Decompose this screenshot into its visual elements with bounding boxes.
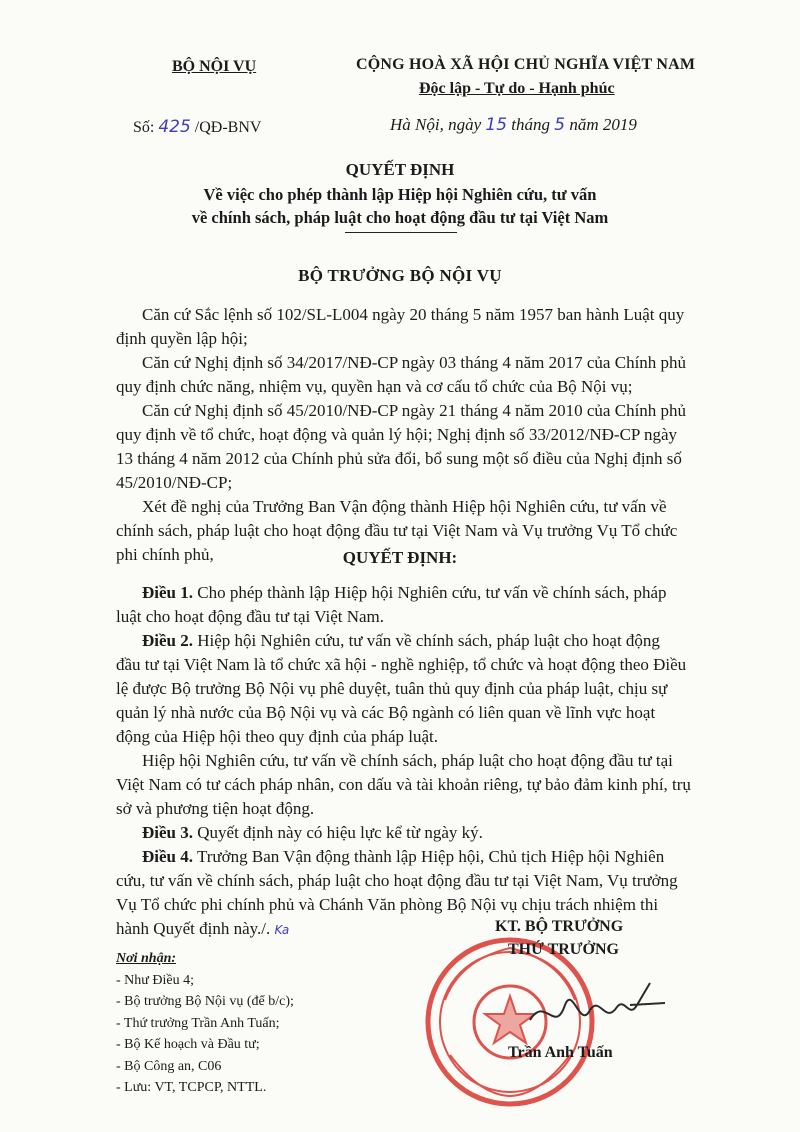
- preamble-line: Xét đề nghị của Trưởng Ban Vận động thành Hiệp hội Nghiên cứu, tư vấn về: [142, 497, 667, 516]
- title-subject-line-1: Về việc cho phép thành lập Hiệp hội Nghiên cứu, tư vấn: [203, 185, 597, 204]
- preamble-line: 45/2010/NĐ-CP;: [116, 473, 233, 492]
- title-divider: [345, 232, 457, 233]
- date-prefix: Hà Nội, ngày: [390, 115, 482, 134]
- number-suffix: /QĐ-BNV: [194, 119, 262, 136]
- national-title: CỘNG HOÀ XÃ HỘI CHỦ NGHĨA VIỆT NAM: [356, 56, 696, 73]
- title-subject-line-2: về chính sách, pháp luật cho hoạt động đầu tư tại Việt Nam: [191, 208, 609, 227]
- article-2-line: đầu tư tại Việt Nam là tổ chức xã hội - nghề nghiệp, tổ chức và hoạt động theo Điều: [116, 655, 687, 674]
- article-4-label: Điều 4.: [142, 847, 193, 866]
- preamble-line: phi chính phủ,: [116, 545, 214, 564]
- article-2-text: Hiệp hội Nghiên cứu, tư vấn về chính sách, pháp luật cho hoạt động: [197, 631, 660, 650]
- preamble-line: Căn cứ Sắc lệnh số 102/SL-L004 ngày 20 tháng 5 năm 1957 ban hành Luật quy: [142, 305, 685, 324]
- preamble-line: quy định về tổ chức, hoạt động và quản lý hội; Nghị định số 33/2012/NĐ-CP ngày: [116, 425, 678, 444]
- article-2-line: [142, 631, 762, 651]
- article-2-line: động của Hiệp hội theo quy định của pháp luật.: [116, 727, 438, 746]
- article-4-text: hành Quyết định này./.: [116, 919, 271, 938]
- signature-title-line-1: KT. BỘ TRƯỞNG: [495, 918, 624, 935]
- article-1-line: luật cho hoạt động đầu tư tại Việt Nam.: [116, 607, 385, 626]
- article-2-paragraph-2: Việt Nam có tư cách pháp nhân, con dấu và tài khoản riêng, tự bảo đảm kinh phí, trụ: [116, 775, 691, 794]
- preamble-line: quy định chức năng, nhiệm vụ, quyền hạn và cơ cấu tổ chức của Bộ Nội vụ;: [116, 377, 633, 396]
- signer-name: Trần Anh Tuấn: [508, 1044, 613, 1061]
- signature-title-line-2: THỨ TRƯỞNG: [508, 941, 619, 958]
- article-2-line: quản lý nhà nước của Bộ Nội vụ và các Bộ ngành có liên quan về lĩnh vực hoạt: [116, 703, 656, 722]
- article-4-line: cứu, tư vấn về chính sách, pháp luật cho hoạt động đầu tư tại Việt Nam, Vụ trưởng: [116, 871, 678, 890]
- month-handwritten: 5: [554, 115, 566, 135]
- article-2-label: Điều 2.: [142, 631, 193, 650]
- date-line: [390, 115, 637, 135]
- recipients-block: [116, 948, 294, 1099]
- article-1-label: Điều 1.: [142, 583, 193, 602]
- issuing-agency: BỘ NỘI VỤ: [172, 58, 257, 75]
- document-number: [133, 117, 261, 137]
- article-1-line: [142, 583, 762, 603]
- number-handwritten: 425: [158, 117, 191, 137]
- recipients-heading: Nơi nhận:: [116, 951, 177, 966]
- article-4-text: Trưởng Ban Vận động thành lập Hiệp hội, Chủ tịch Hiệp hội Nghiên: [196, 847, 665, 866]
- recipient-item: - Bộ Kế hoạch và Đầu tư;: [116, 1037, 260, 1052]
- article-2-line: lệ được Bộ trưởng Bộ Nội vụ phê duyệt, tuân thủ quy định của pháp luật, chịu sự: [116, 679, 668, 698]
- recipient-item: - Lưu: VT, TCPCP, NTTL.: [116, 1080, 267, 1095]
- recipient-item: - Bộ trưởng Bộ Nội vụ (để b/c);: [116, 994, 294, 1009]
- preamble-line: chính sách, pháp luật cho hoạt động đầu tư tại Việt Nam và Vụ trưởng Vụ Tổ chức: [116, 521, 678, 540]
- article-3-label: Điều 3.: [142, 823, 193, 842]
- decision-heading: QUYẾT ĐỊNH:: [342, 548, 458, 567]
- article-4-line: [142, 847, 762, 867]
- recipient-item: - Bộ Công an, C06: [116, 1058, 222, 1074]
- national-motto: Độc lập - Tự do - Hạnh phúc: [419, 80, 615, 97]
- year: năm 2019: [569, 115, 637, 134]
- recipient-item: - Như Điều 4;: [116, 972, 194, 988]
- article-2-paragraph-2: sở và phương tiện hoạt động.: [116, 799, 315, 818]
- handwritten-signature: [525, 975, 675, 1045]
- preamble-line: Căn cứ Nghị định số 45/2010/NĐ-CP ngày 21 tháng 4 năm 2010 của Chính phủ: [142, 401, 687, 420]
- preamble-line: Căn cứ Nghị định số 34/2017/NĐ-CP ngày 03 tháng 4 năm 2017 của Chính phủ: [142, 353, 687, 372]
- article-1-text: Cho phép thành lập Hiệp hội Nghiên cứu, tư vấn về chính sách, pháp: [197, 583, 667, 602]
- article-3-text: Quyết định này có hiệu lực kể từ ngày ký.: [197, 823, 483, 842]
- day-handwritten: 15: [485, 115, 508, 135]
- month-word: tháng: [511, 115, 551, 134]
- authority-heading: BỘ TRƯỞNG BỘ NỘI VỤ: [298, 266, 502, 285]
- article-4-line: Vụ Tổ chức phi chính phủ và Chánh Văn phòng Bộ Nội vụ chịu trách nhiệm thi: [116, 895, 659, 914]
- handwritten-initials: Ka: [274, 923, 290, 937]
- document-title: QUYẾT ĐỊNH: [345, 160, 455, 179]
- article-3-line: [142, 823, 762, 843]
- recipient-item: - Thứ trưởng Trần Anh Tuấn;: [116, 1015, 280, 1031]
- preamble-line: định quyền lập hội;: [116, 329, 248, 348]
- preamble-line: 13 tháng 4 năm 2012 của Chính phủ sửa đổi, bổ sung một số điều của Nghị định số: [116, 449, 682, 468]
- number-prefix: Số:: [133, 119, 155, 136]
- article-2-paragraph-2: Hiệp hội Nghiên cứu, tư vấn về chính sách, pháp luật cho hoạt động đầu tư tại: [142, 751, 673, 770]
